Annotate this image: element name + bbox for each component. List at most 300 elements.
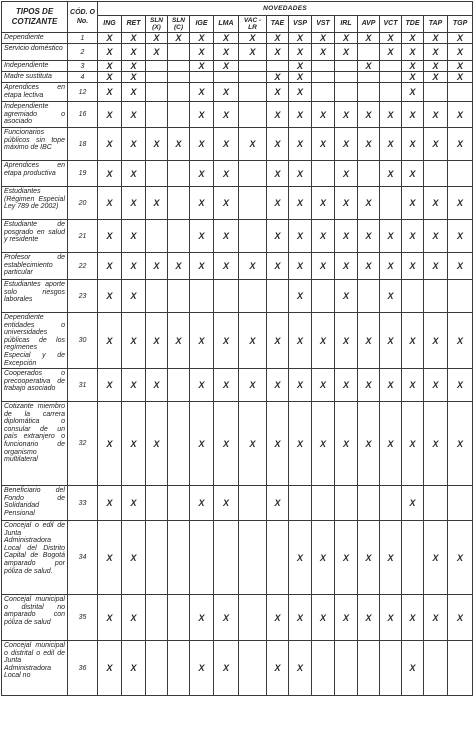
mark-cell: X — [168, 33, 190, 44]
mark-cell: X — [190, 253, 214, 280]
mark-cell: X — [424, 402, 448, 486]
mark-cell — [168, 187, 190, 220]
mark-cell — [424, 161, 448, 187]
mark-cell: X — [190, 83, 214, 102]
mark-cell: X — [380, 161, 402, 187]
mark-cell: X — [289, 220, 312, 253]
mark-cell: X — [98, 402, 122, 486]
mark-cell: X — [448, 369, 473, 402]
cotizante-code: 18 — [68, 128, 98, 161]
mark-cell — [380, 486, 402, 521]
mark-cell — [312, 72, 335, 83]
mark-cell: X — [402, 486, 424, 521]
mark-cell: X — [448, 220, 473, 253]
column-header: SLN (X) — [146, 16, 168, 33]
table-row — [2, 220, 473, 253]
mark-cell: X — [335, 402, 358, 486]
cotizante-type: Estudiantes (Régimen Especial Ley 789 de 2002) — [2, 187, 68, 220]
mark-cell: X — [122, 220, 146, 253]
cotizante-code: 32 — [68, 402, 98, 486]
mark-cell: X — [424, 61, 448, 72]
mark-cell: X — [424, 595, 448, 641]
mark-cell — [358, 486, 380, 521]
mark-cell: X — [122, 486, 146, 521]
mark-cell: X — [358, 187, 380, 220]
mark-cell: X — [289, 44, 312, 61]
mark-cell: X — [146, 313, 168, 369]
mark-cell — [358, 72, 380, 83]
mark-cell — [239, 220, 267, 253]
mark-cell: X — [168, 313, 190, 369]
mark-cell: X — [190, 313, 214, 369]
mark-cell: X — [98, 102, 122, 128]
mark-cell: X — [267, 220, 289, 253]
cotizante-code: 35 — [68, 595, 98, 641]
cotizante-type: Independiente — [2, 61, 68, 72]
mark-cell: X — [214, 253, 239, 280]
mark-cell: X — [190, 33, 214, 44]
mark-cell — [335, 83, 358, 102]
mark-cell: X — [98, 72, 122, 83]
mark-cell: X — [190, 369, 214, 402]
column-header: VAC - LR — [239, 16, 267, 33]
mark-cell — [239, 187, 267, 220]
mark-cell — [146, 83, 168, 102]
mark-cell: X — [214, 313, 239, 369]
mark-cell — [448, 486, 473, 521]
mark-cell: X — [380, 402, 402, 486]
mark-cell: X — [335, 44, 358, 61]
mark-cell — [424, 641, 448, 696]
cotizante-type: Dependiente — [2, 33, 68, 44]
mark-cell: X — [312, 402, 335, 486]
cotizante-code: 12 — [68, 83, 98, 102]
mark-cell: X — [267, 72, 289, 83]
mark-cell — [168, 102, 190, 128]
mark-cell: X — [402, 72, 424, 83]
cotizante-code: 36 — [68, 641, 98, 696]
mark-cell: X — [98, 33, 122, 44]
cotizante-code: 23 — [68, 280, 98, 313]
mark-cell — [358, 44, 380, 61]
mark-cell: X — [424, 33, 448, 44]
mark-cell: X — [402, 102, 424, 128]
mark-cell — [358, 641, 380, 696]
mark-cell: X — [98, 220, 122, 253]
mark-cell: X — [98, 369, 122, 402]
mark-cell: X — [380, 521, 402, 595]
mark-cell — [146, 280, 168, 313]
mark-cell: X — [122, 369, 146, 402]
mark-cell: X — [358, 521, 380, 595]
mark-cell: X — [267, 128, 289, 161]
mark-cell: X — [267, 402, 289, 486]
mark-cell — [289, 486, 312, 521]
mark-cell: X — [239, 33, 267, 44]
mark-cell: X — [239, 402, 267, 486]
mark-cell: X — [448, 72, 473, 83]
mark-cell: X — [312, 253, 335, 280]
mark-cell: X — [146, 44, 168, 61]
mark-cell: X — [312, 128, 335, 161]
mark-cell: X — [380, 369, 402, 402]
mark-cell: X — [289, 369, 312, 402]
mark-cell — [312, 486, 335, 521]
mark-cell: X — [358, 402, 380, 486]
column-header: ING — [98, 16, 122, 33]
mark-cell — [312, 280, 335, 313]
mark-cell — [146, 72, 168, 83]
mark-cell — [168, 72, 190, 83]
mark-cell: X — [448, 128, 473, 161]
mark-cell — [335, 641, 358, 696]
mark-cell: X — [239, 128, 267, 161]
mark-cell — [358, 83, 380, 102]
mark-cell: X — [424, 187, 448, 220]
mark-cell: X — [289, 187, 312, 220]
mark-cell: X — [335, 33, 358, 44]
column-header: LMA — [214, 16, 239, 33]
mark-cell — [267, 280, 289, 313]
mark-cell: X — [402, 595, 424, 641]
mark-cell: X — [98, 486, 122, 521]
mark-cell: X — [358, 595, 380, 641]
mark-cell — [239, 486, 267, 521]
mark-cell: X — [402, 161, 424, 187]
table-row — [2, 102, 473, 128]
mark-cell: X — [267, 161, 289, 187]
mark-cell: X — [380, 128, 402, 161]
mark-cell: X — [122, 521, 146, 595]
mark-cell — [168, 220, 190, 253]
mark-cell: X — [146, 187, 168, 220]
table-row — [2, 161, 473, 187]
mark-cell — [424, 486, 448, 521]
mark-cell: X — [358, 128, 380, 161]
mark-cell: X — [289, 161, 312, 187]
mark-cell: X — [448, 187, 473, 220]
mark-cell: X — [122, 280, 146, 313]
header-codigo: CÓD. O No. — [68, 2, 98, 33]
mark-cell: X — [448, 61, 473, 72]
mark-cell: X — [146, 402, 168, 486]
mark-cell — [146, 595, 168, 641]
header-novedades: NOVEDADES — [98, 2, 473, 16]
mark-cell: X — [190, 595, 214, 641]
mark-cell: X — [402, 313, 424, 369]
cotizante-type: Funcionarios públicos sin tope máximo de IBC — [2, 128, 68, 161]
mark-cell — [214, 280, 239, 313]
mark-cell — [146, 220, 168, 253]
mark-cell: X — [312, 521, 335, 595]
mark-cell: X — [122, 402, 146, 486]
mark-cell: X — [380, 313, 402, 369]
mark-cell: X — [289, 280, 312, 313]
mark-cell: X — [122, 187, 146, 220]
mark-cell: X — [214, 595, 239, 641]
mark-cell: X — [122, 641, 146, 696]
column-header: RET — [122, 16, 146, 33]
mark-cell: X — [402, 83, 424, 102]
column-header: TGP — [448, 16, 473, 33]
mark-cell: X — [98, 161, 122, 187]
mark-cell — [358, 280, 380, 313]
mark-cell — [168, 280, 190, 313]
mark-cell: X — [146, 128, 168, 161]
cotizante-code: 16 — [68, 102, 98, 128]
table-row — [2, 313, 473, 369]
cotizante-code: 31 — [68, 369, 98, 402]
mark-cell: X — [98, 280, 122, 313]
mark-cell: X — [267, 641, 289, 696]
cotizante-type: Dependiente entidades o universidades públicas de los regímenes Especial y de Excepción — [2, 313, 68, 369]
mark-cell: X — [267, 33, 289, 44]
mark-cell: X — [267, 369, 289, 402]
mark-cell — [146, 61, 168, 72]
mark-cell: X — [380, 595, 402, 641]
mark-cell — [424, 83, 448, 102]
mark-cell — [424, 280, 448, 313]
mark-cell: X — [267, 44, 289, 61]
mark-cell: X — [312, 44, 335, 61]
cotizante-type: Madre sustituta — [2, 72, 68, 83]
mark-cell — [402, 280, 424, 313]
table-row — [2, 486, 473, 521]
mark-cell — [190, 72, 214, 83]
mark-cell: X — [267, 313, 289, 369]
mark-cell: X — [402, 641, 424, 696]
mark-cell: X — [214, 128, 239, 161]
mark-cell: X — [380, 220, 402, 253]
mark-cell: X — [98, 313, 122, 369]
mark-cell: X — [335, 128, 358, 161]
mark-cell: X — [98, 595, 122, 641]
mark-cell: X — [190, 102, 214, 128]
mark-cell: X — [214, 83, 239, 102]
mark-cell: X — [335, 521, 358, 595]
mark-cell — [312, 641, 335, 696]
mark-cell — [146, 102, 168, 128]
mark-cell: X — [358, 220, 380, 253]
mark-cell: X — [402, 61, 424, 72]
mark-cell — [448, 83, 473, 102]
mark-cell: X — [424, 72, 448, 83]
mark-cell: X — [312, 220, 335, 253]
cotizante-code: 22 — [68, 253, 98, 280]
mark-cell — [239, 72, 267, 83]
mark-cell: X — [289, 102, 312, 128]
mark-cell — [239, 521, 267, 595]
mark-cell — [448, 161, 473, 187]
table-row — [2, 72, 473, 83]
mark-cell: X — [312, 313, 335, 369]
mark-cell: X — [98, 83, 122, 102]
mark-cell: X — [335, 253, 358, 280]
table-row — [2, 83, 473, 102]
mark-cell — [239, 595, 267, 641]
mark-cell: X — [289, 313, 312, 369]
cotizante-code: 33 — [68, 486, 98, 521]
cotizante-type: Estudiante de posgrado en salud y residente — [2, 220, 68, 253]
mark-cell: X — [380, 102, 402, 128]
mark-cell: X — [358, 253, 380, 280]
mark-cell: X — [98, 128, 122, 161]
mark-cell — [168, 369, 190, 402]
mark-cell: X — [190, 61, 214, 72]
mark-cell: X — [122, 313, 146, 369]
table-row — [2, 521, 473, 595]
mark-cell: X — [98, 61, 122, 72]
mark-cell: X — [358, 313, 380, 369]
cotizante-type: Profesor de establecimiento particular — [2, 253, 68, 280]
mark-cell: X — [448, 102, 473, 128]
mark-cell: X — [267, 253, 289, 280]
novedades-table — [1, 1, 473, 696]
mark-cell — [214, 72, 239, 83]
mark-cell: X — [424, 521, 448, 595]
mark-cell: X — [214, 61, 239, 72]
mark-cell — [267, 61, 289, 72]
mark-cell — [448, 641, 473, 696]
mark-cell: X — [267, 486, 289, 521]
cotizante-code: 4 — [68, 72, 98, 83]
mark-cell: X — [358, 61, 380, 72]
mark-cell — [380, 641, 402, 696]
column-header: TAE — [267, 16, 289, 33]
mark-cell: X — [424, 102, 448, 128]
cotizante-type: Concejal municipal o distrital o edil de Junta Administradora Local no — [2, 641, 68, 696]
table-row — [2, 641, 473, 696]
mark-cell: X — [448, 253, 473, 280]
mark-cell: X — [289, 595, 312, 641]
mark-cell: X — [239, 44, 267, 61]
mark-cell: X — [122, 253, 146, 280]
mark-cell: X — [402, 369, 424, 402]
mark-cell: X — [98, 641, 122, 696]
mark-cell — [312, 83, 335, 102]
table-row — [2, 33, 473, 44]
mark-cell — [146, 486, 168, 521]
mark-cell — [146, 161, 168, 187]
mark-cell: X — [335, 369, 358, 402]
mark-cell: X — [122, 83, 146, 102]
mark-cell: X — [424, 44, 448, 61]
mark-cell: X — [98, 44, 122, 61]
mark-cell: X — [358, 369, 380, 402]
mark-cell — [168, 61, 190, 72]
mark-cell: X — [335, 161, 358, 187]
mark-cell: X — [448, 521, 473, 595]
mark-cell: X — [424, 220, 448, 253]
mark-cell: X — [380, 33, 402, 44]
column-header: AVP — [358, 16, 380, 33]
mark-cell: X — [146, 369, 168, 402]
cotizante-code: 30 — [68, 313, 98, 369]
mark-cell: X — [312, 33, 335, 44]
mark-cell — [380, 83, 402, 102]
cotizante-type: Servicio doméstico — [2, 44, 68, 61]
mark-cell: X — [98, 253, 122, 280]
mark-cell — [168, 595, 190, 641]
mark-cell: X — [239, 313, 267, 369]
mark-cell: X — [214, 33, 239, 44]
column-header: IRL — [335, 16, 358, 33]
mark-cell: X — [289, 128, 312, 161]
cotizante-type: Cotizante miembro de la carrera diplomática o consular de un país extranjero o funcionario de organismo multilateral — [2, 402, 68, 486]
table-row — [2, 402, 473, 486]
mark-cell: X — [190, 187, 214, 220]
mark-cell — [448, 280, 473, 313]
table-row — [2, 253, 473, 280]
mark-cell: X — [448, 313, 473, 369]
cotizante-code: 1 — [68, 33, 98, 44]
mark-cell — [146, 641, 168, 696]
column-header: SLN (C) — [168, 16, 190, 33]
mark-cell: X — [267, 83, 289, 102]
mark-cell — [335, 72, 358, 83]
mark-cell: X — [424, 128, 448, 161]
table-row — [2, 61, 473, 72]
column-header: VCT — [380, 16, 402, 33]
column-header: TAP — [424, 16, 448, 33]
mark-cell: X — [448, 44, 473, 61]
mark-cell: X — [239, 369, 267, 402]
mark-cell: X — [190, 220, 214, 253]
column-header: VST — [312, 16, 335, 33]
mark-cell: X — [335, 280, 358, 313]
mark-cell: X — [289, 72, 312, 83]
mark-cell: X — [289, 83, 312, 102]
mark-cell: X — [190, 641, 214, 696]
mark-cell: X — [214, 641, 239, 696]
mark-cell: X — [122, 128, 146, 161]
mark-cell — [239, 102, 267, 128]
mark-cell: X — [289, 402, 312, 486]
mark-cell — [358, 161, 380, 187]
mark-cell: X — [122, 72, 146, 83]
column-header: IGE — [190, 16, 214, 33]
mark-cell — [168, 486, 190, 521]
mark-cell — [312, 161, 335, 187]
mark-cell: X — [402, 187, 424, 220]
mark-cell: X — [312, 369, 335, 402]
cotizante-code: 19 — [68, 161, 98, 187]
mark-cell: X — [424, 313, 448, 369]
cotizante-type: Concejal municipal o distrital no amparado con póliza de salud — [2, 595, 68, 641]
mark-cell: X — [402, 220, 424, 253]
mark-cell: X — [214, 369, 239, 402]
mark-cell: X — [358, 33, 380, 44]
mark-cell: X — [289, 61, 312, 72]
mark-cell — [168, 641, 190, 696]
mark-cell: X — [289, 641, 312, 696]
mark-cell — [168, 521, 190, 595]
cotizante-code: 20 — [68, 187, 98, 220]
mark-cell: X — [190, 44, 214, 61]
column-header: TDE — [402, 16, 424, 33]
mark-cell: X — [146, 33, 168, 44]
mark-cell — [239, 161, 267, 187]
mark-cell: X — [122, 61, 146, 72]
cotizante-code: 34 — [68, 521, 98, 595]
mark-cell: X — [146, 253, 168, 280]
cotizante-type: Concejal o edil de Junta Administradora Local del Distrito Capital de Bogotá amparado por póliza de salud. — [2, 521, 68, 595]
mark-cell — [239, 61, 267, 72]
mark-cell — [214, 521, 239, 595]
mark-cell — [168, 83, 190, 102]
mark-cell: X — [214, 102, 239, 128]
mark-cell: X — [380, 44, 402, 61]
